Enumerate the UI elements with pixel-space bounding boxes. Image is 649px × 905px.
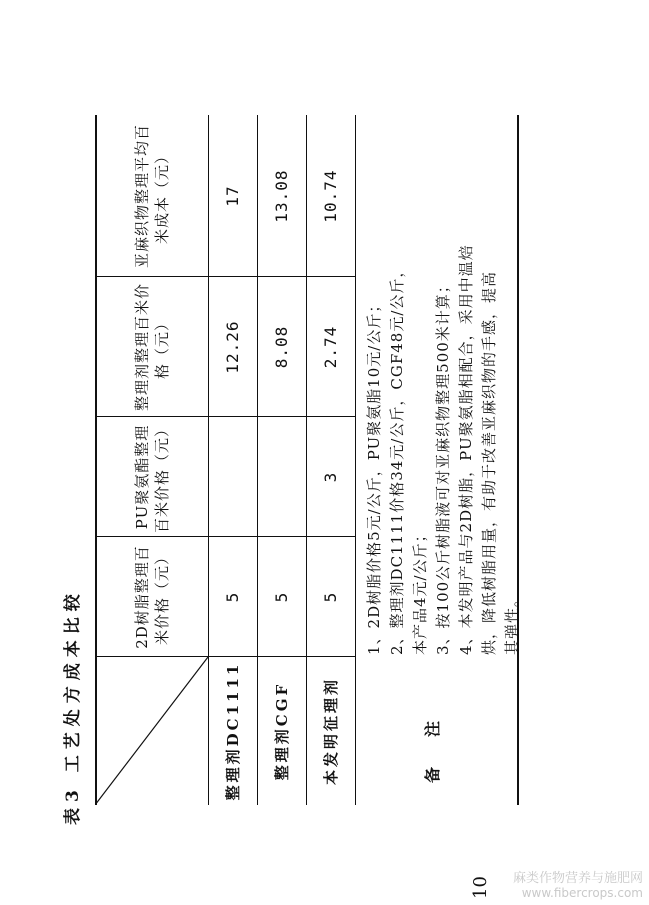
site-watermark	[513, 871, 643, 901]
note-line-1: 1、2D树脂价格5元/公斤，PU聚氨脂10元/公斤；	[365, 296, 383, 655]
col-divider-3	[95, 416, 355, 417]
col-divider-2	[95, 536, 355, 537]
note-line-5: 4、本发明产品与2D树脂，PU聚氨脂相配合，采用中温焙	[457, 244, 475, 655]
header-avg-cost: 亚麻织物整理平均百米成本（元）	[133, 124, 171, 269]
header-finishing-agent: 整理剂整理百米价格（元）	[133, 283, 171, 412]
cell-r3-avg: 10.74	[321, 169, 340, 223]
cell-r1-avg: 17	[223, 185, 242, 207]
cell-r2-2d: 5	[272, 591, 291, 603]
header-2d-resin: 2D树脂整理百米价格（元）	[133, 545, 171, 649]
row-divider-3	[355, 115, 356, 805]
table-title: 表3 工艺处方成本比较	[63, 588, 83, 825]
cell-r3-agent: 2.74	[321, 325, 340, 369]
cell-r3-2d: 5	[321, 591, 340, 603]
notes-block	[363, 244, 524, 655]
cell-r1-pu	[209, 419, 257, 535]
row-label-cgf: 整理剂CGF	[273, 681, 291, 781]
note-line-4: 3、按100公斤树脂液可对亚麻织物整理500米计算；	[434, 277, 452, 655]
cost-comparison-table	[95, 115, 520, 805]
cell-r1-agent: 12.26	[223, 320, 242, 374]
watermark-title: 麻类作物营养与施肥网	[512, 871, 643, 886]
cell-r2-avg: 13.08	[272, 169, 291, 223]
note-line-7: 其弹性。	[503, 590, 521, 655]
header-diagonal-line	[95, 657, 208, 805]
cell-r3-pu: 3	[321, 471, 340, 483]
cell-r1-2d: 5	[223, 591, 242, 603]
notes-label: 备注	[423, 690, 442, 783]
col-divider-4	[95, 276, 355, 277]
page-number: 10	[470, 876, 491, 899]
note-line-3: 本产品4元/公斤；	[411, 526, 429, 655]
note-line-2: 2、整理剂DC1111价格34元/公斤，CGF48元/公斤，	[388, 261, 406, 655]
row-label-invention: 本发明征理剂	[322, 677, 340, 786]
watermark-url: www.fibercrops.com	[521, 886, 643, 900]
cell-r2-pu	[258, 419, 306, 535]
cell-r2-agent: 8.08	[272, 325, 291, 369]
row-label-dc1111: 整理剂DC1111	[224, 661, 242, 801]
note-line-6: 烘，降低树脂用量，有助于改善亚麻织物的手感，提高	[480, 270, 498, 655]
header-pu: PU聚氨酯整理百米价格（元）	[133, 421, 171, 534]
